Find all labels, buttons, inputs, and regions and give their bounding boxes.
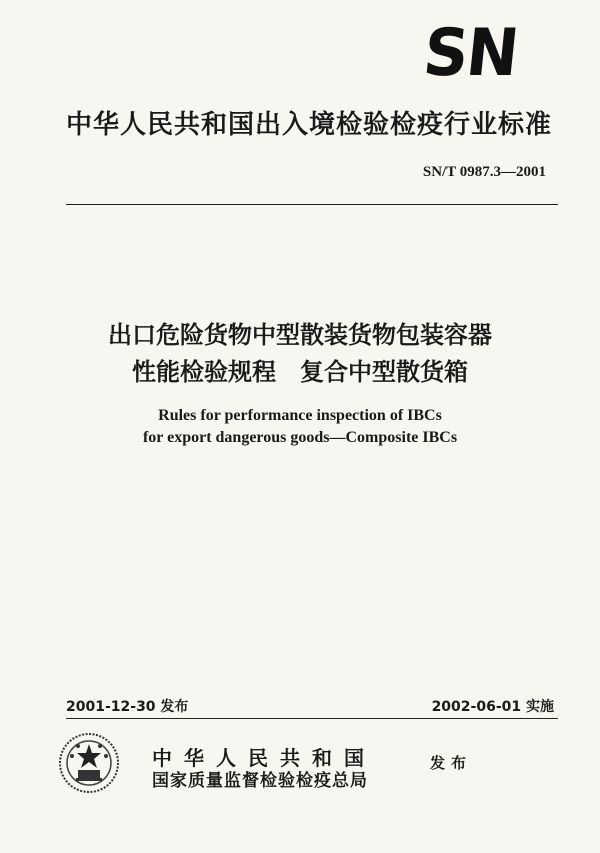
chinese-title-line-1: 出口危险货物中型散装货物包装容器 bbox=[108, 321, 492, 349]
sn-logo-text: SN bbox=[420, 14, 521, 91]
standard-number: SN/T 0987.3—2001 bbox=[422, 164, 546, 180]
industry-standard-header: 中华人民共和国出入境检验检疫行业标准 bbox=[66, 110, 553, 140]
issuer-country: 中华人民共和国 bbox=[152, 746, 376, 770]
sn-logo bbox=[420, 14, 552, 91]
issue-label: 发布 bbox=[430, 754, 473, 772]
issue-date: 2001-12-30 发布 bbox=[66, 699, 189, 715]
national-emblem-icon bbox=[58, 732, 120, 794]
chinese-title-line-2: 性能检验规程 复合中型散货箱 bbox=[132, 358, 468, 386]
english-title-line-2: for export dangerous goods—Composite IBCs bbox=[142, 429, 458, 446]
english-title-line-1: Rules for performance inspection of IBCs bbox=[158, 407, 442, 424]
issuer-agency: 国家质量监督检验检疫总局 bbox=[152, 771, 368, 791]
footer-divider bbox=[66, 718, 558, 719]
implementation-date: 2002-06-01 实施 bbox=[431, 699, 554, 715]
header-divider bbox=[66, 204, 558, 205]
